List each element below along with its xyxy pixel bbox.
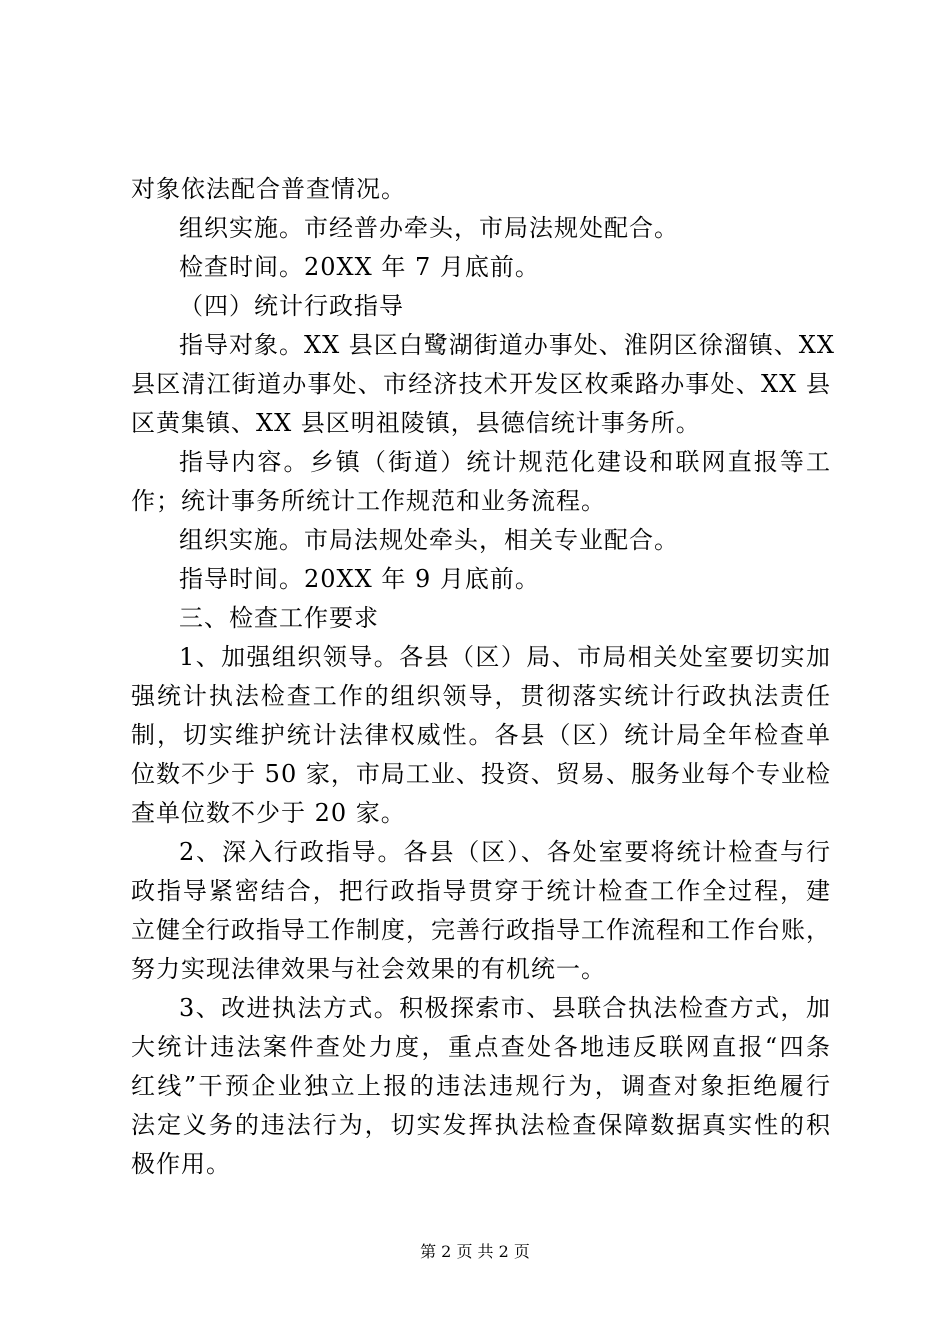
text-line: 检查时间。20XX 年 7 月底前。 bbox=[179, 253, 540, 281]
text-line: 对象依法配合普查情况。 bbox=[131, 175, 406, 203]
text-line: 努力实现法律效果与社会效果的有机统一。 bbox=[131, 955, 606, 983]
text-line: 政指导紧密结合，把行政指导贯穿于统计检查工作全过程，建 bbox=[131, 877, 831, 905]
text-line: 极作用。 bbox=[131, 1150, 231, 1178]
text-line: 指导内容。乡镇（街道）统计规范化建设和联网直报等工 bbox=[179, 448, 831, 476]
text-line: 三、检查工作要求 bbox=[179, 604, 379, 632]
text-line: 位数不少于 50 家，市局工业、投资、贸易、服务业每个专业检 bbox=[131, 760, 831, 788]
text-line: 县区清江街道办事处、市经济技术开发区枚乘路办事处、XX 县 bbox=[131, 370, 831, 398]
text-line: 3、改进执法方式。积极探索市、县联合执法检查方式，加 bbox=[179, 994, 831, 1022]
text-line: 红线”干预企业独立上报的违法违规行为，调查对象拒绝履行 bbox=[131, 1072, 831, 1100]
text-line: 制，切实维护统计法律权威性。各县（区）统计局全年检查单 bbox=[131, 721, 831, 749]
text-line: 立健全行政指导工作制度，完善行政指导工作流程和工作台账， bbox=[131, 916, 831, 944]
page-footer: 第 2 页 共 2 页 bbox=[420, 1242, 530, 1261]
text-line: 1、加强组织领导。各县（区）局、市局相关处室要切实加 bbox=[179, 643, 831, 671]
text-line: 组织实施。市局法规处牵头，相关专业配合。 bbox=[179, 526, 679, 554]
text-line: 指导时间。20XX 年 9 月底前。 bbox=[179, 565, 540, 593]
text-line: 强统计执法检查工作的组织领导，贯彻落实统计行政执法责任 bbox=[131, 682, 831, 710]
document-body bbox=[131, 170, 835, 1184]
text-line: 2、深入行政指导。各县（区）、各处室要将统计检查与行 bbox=[179, 838, 831, 866]
text-line: 区黄集镇、XX 县区明祖陵镇，县德信统计事务所。 bbox=[131, 409, 701, 437]
text-line: 作；统计事务所统计工作规范和业务流程。 bbox=[131, 487, 606, 515]
text-line: 法定义务的违法行为，切实发挥执法检查保障数据真实性的积 bbox=[131, 1111, 831, 1139]
text-line: 查单位数不少于 20 家。 bbox=[131, 799, 406, 827]
text-line: （四）统计行政指导 bbox=[179, 292, 404, 320]
text-line: 大统计违法案件查处力度，重点查处各地违反联网直报“四条 bbox=[131, 1033, 831, 1061]
text-line: 指导对象。XX 县区白鹭湖街道办事处、淮阴区徐溜镇、XX bbox=[179, 331, 835, 359]
text-line: 组织实施。市经普办牵头，市局法规处配合。 bbox=[179, 214, 679, 242]
